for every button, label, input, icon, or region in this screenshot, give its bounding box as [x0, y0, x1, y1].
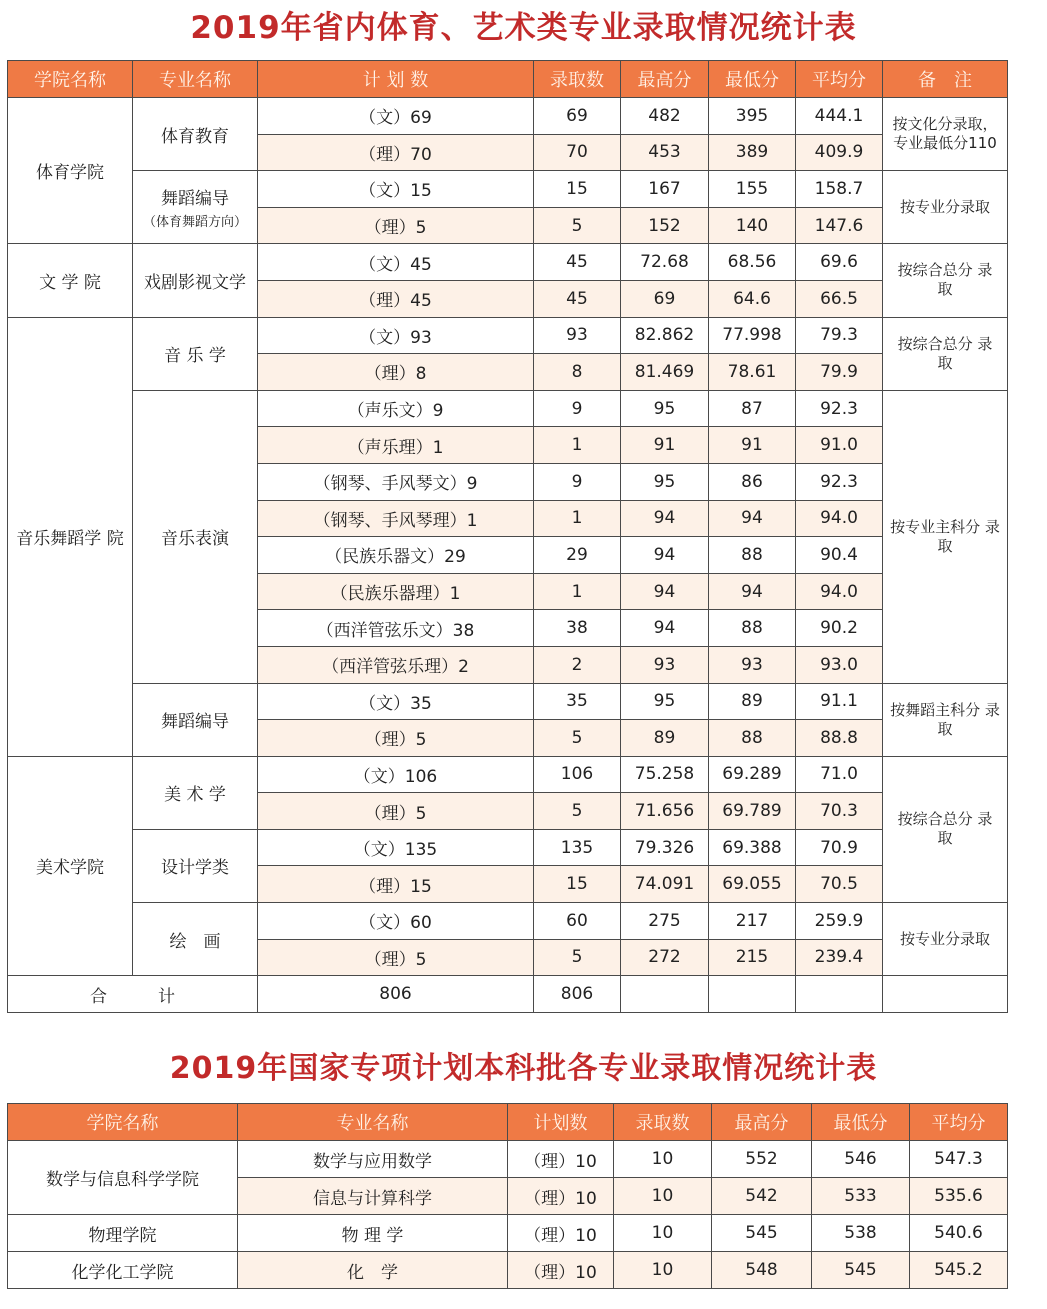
avg-cell: 259.9 [796, 903, 883, 940]
header-min: 最低分 [709, 61, 796, 98]
major-cell [133, 244, 258, 317]
min-cell: 86 [709, 463, 796, 500]
max-cell: 94 [621, 610, 709, 647]
plan-cell: （理）5 [258, 793, 534, 830]
major-name: 戏剧影视文学 [144, 272, 246, 293]
admitted-cell: 135 [534, 829, 621, 866]
major-cell: 数学与应用数学 [238, 1141, 508, 1178]
min-cell: 69.055 [709, 866, 796, 903]
admitted-cell: 1 [534, 500, 621, 537]
empty-cell [883, 976, 1008, 1013]
table-row [8, 903, 1008, 940]
min-cell: 215 [709, 939, 796, 976]
max-cell: 94 [621, 500, 709, 537]
empty-cell [709, 976, 796, 1013]
major-name: 体育教育 [161, 126, 229, 147]
plan-cell: （西洋管弦乐理）2 [258, 646, 534, 683]
max-cell: 79.326 [621, 829, 709, 866]
avg-cell: 88.8 [796, 720, 883, 757]
avg-cell: 66.5 [796, 280, 883, 317]
avg-cell: 444.1 [796, 98, 883, 135]
header-admitted: 录取数 [614, 1104, 712, 1141]
min-cell: 69.789 [709, 793, 796, 830]
min-cell: 88 [709, 610, 796, 647]
avg-cell: 70.9 [796, 829, 883, 866]
plan-cell: （文）35 [258, 683, 534, 720]
plan-cell: （钢琴、手风琴理）1 [258, 500, 534, 537]
major-cell: 化 学 [238, 1252, 508, 1289]
admitted-cell: 10 [614, 1215, 712, 1252]
empty-cell [796, 976, 883, 1013]
major-subtitle: （体育舞蹈方向） [142, 215, 247, 231]
max-cell: 93 [621, 646, 709, 683]
min-cell: 94 [709, 500, 796, 537]
max-cell: 74.091 [621, 866, 709, 903]
plan-cell: （文）45 [258, 244, 534, 281]
min-cell: 155 [709, 171, 796, 208]
plan-cell: （文）135 [258, 829, 534, 866]
table-row [8, 1252, 1008, 1289]
note-cell: 按专业主科分 录 取 [883, 390, 1008, 683]
admitted-cell: 60 [534, 903, 621, 940]
min-cell: 68.56 [709, 244, 796, 281]
table-row [8, 829, 1008, 866]
min-cell: 77.998 [709, 317, 796, 354]
admitted-cell: 45 [534, 280, 621, 317]
major-cell [133, 756, 258, 829]
max-cell: 95 [621, 390, 709, 427]
college-cell: 音乐舞蹈学 院 [8, 317, 133, 756]
major-name: 音乐表演 [161, 529, 229, 550]
note-cell: 按文化分录取，专业最低分110 [883, 98, 1008, 171]
table-row [8, 756, 1008, 793]
table-row [8, 683, 1008, 720]
major-name: 舞蹈编导 [161, 189, 229, 210]
max-cell: 545 [712, 1215, 812, 1252]
plan-cell: （文）15 [258, 171, 534, 208]
avg-cell: 92.3 [796, 390, 883, 427]
admitted-cell: 15 [534, 171, 621, 208]
min-cell: 533 [812, 1178, 910, 1215]
note-cell: 按综合总分 录 取 [883, 317, 1008, 390]
note-cell: 按专业分录取 [883, 171, 1008, 244]
header-max: 最高分 [712, 1104, 812, 1141]
note-cell: 按专业分录取 [883, 903, 1008, 976]
empty-cell [621, 976, 709, 1013]
table-row [8, 1141, 1008, 1178]
avg-cell: 69.6 [796, 244, 883, 281]
table2-header-row [8, 1104, 1008, 1141]
major-name: 音 乐 学 [164, 346, 226, 367]
header-note: 备 注 [883, 61, 1008, 98]
table1-title: 2019年省内体育、艺术类专业录取情况统计表 [190, 10, 857, 46]
plan-cell: （声乐理）1 [258, 427, 534, 464]
admitted-cell: 5 [534, 720, 621, 757]
max-cell: 72.68 [621, 244, 709, 281]
table1-header-row [8, 61, 1008, 98]
plan-cell: （理）10 [508, 1178, 614, 1215]
major-name: 美 术 学 [164, 785, 226, 806]
header-college: 学院名称 [8, 61, 133, 98]
admitted-cell: 15 [534, 866, 621, 903]
table-row [8, 244, 1008, 281]
avg-cell: 147.6 [796, 207, 883, 244]
plan-cell: （西洋管弦乐文）38 [258, 610, 534, 647]
admitted-cell: 5 [534, 207, 621, 244]
avg-cell: 90.4 [796, 537, 883, 574]
admitted-cell: 1 [534, 427, 621, 464]
avg-cell: 92.3 [796, 463, 883, 500]
min-cell: 389 [709, 134, 796, 171]
min-cell: 395 [709, 98, 796, 135]
plan-cell: （理）5 [258, 939, 534, 976]
min-cell: 94 [709, 573, 796, 610]
plan-cell: （理）10 [508, 1252, 614, 1289]
max-cell: 75.258 [621, 756, 709, 793]
special-plan-admission-table [7, 1103, 1008, 1289]
plan-cell: （理）10 [508, 1215, 614, 1252]
header-plan: 计 划 数 [258, 61, 534, 98]
header-avg: 平均分 [910, 1104, 1008, 1141]
avg-cell: 545.2 [910, 1252, 1008, 1289]
header-admitted: 录取数 [534, 61, 621, 98]
admitted-cell: 1 [534, 573, 621, 610]
admitted-cell: 8 [534, 354, 621, 391]
admitted-cell: 5 [534, 793, 621, 830]
table-row [8, 1215, 1008, 1252]
header-plan: 计划数 [508, 1104, 614, 1141]
major-cell [133, 903, 258, 976]
max-cell: 272 [621, 939, 709, 976]
avg-cell: 79.3 [796, 317, 883, 354]
note-cell: 按综合总分 录 取 [883, 756, 1008, 902]
plan-cell: （钢琴、手风琴文）9 [258, 463, 534, 500]
min-cell: 88 [709, 720, 796, 757]
major-cell: 信息与计算科学 [238, 1178, 508, 1215]
plan-cell: （文）69 [258, 98, 534, 135]
table-row [8, 317, 1008, 354]
admitted-cell: 93 [534, 317, 621, 354]
table-row [8, 390, 1008, 427]
avg-cell: 239.4 [796, 939, 883, 976]
admitted-cell: 10 [614, 1252, 712, 1289]
plan-cell: （理）70 [258, 134, 534, 171]
avg-cell: 91.1 [796, 683, 883, 720]
max-cell: 94 [621, 537, 709, 574]
plan-cell: （文）106 [258, 756, 534, 793]
admitted-cell: 10 [614, 1178, 712, 1215]
max-cell: 482 [621, 98, 709, 135]
major-cell [133, 829, 258, 902]
avg-cell: 409.9 [796, 134, 883, 171]
major-name: 设计学类 [161, 858, 229, 879]
max-cell: 94 [621, 573, 709, 610]
plan-cell: （理）5 [258, 207, 534, 244]
admitted-cell: 29 [534, 537, 621, 574]
avg-cell: 70.5 [796, 866, 883, 903]
admitted-cell: 2 [534, 646, 621, 683]
max-cell: 95 [621, 683, 709, 720]
max-cell: 552 [712, 1141, 812, 1178]
plan-cell: （理）15 [258, 866, 534, 903]
admitted-cell: 9 [534, 390, 621, 427]
min-cell: 89 [709, 683, 796, 720]
admitted-cell: 9 [534, 463, 621, 500]
plan-cell: （民族乐器理）1 [258, 573, 534, 610]
avg-cell: 91.0 [796, 427, 883, 464]
avg-cell: 535.6 [910, 1178, 1008, 1215]
min-cell: 546 [812, 1141, 910, 1178]
header-max: 最高分 [621, 61, 709, 98]
min-cell: 545 [812, 1252, 910, 1289]
college-cell: 数学与信息科学学院 [8, 1141, 238, 1215]
max-cell: 275 [621, 903, 709, 940]
max-cell: 152 [621, 207, 709, 244]
avg-cell: 547.3 [910, 1141, 1008, 1178]
min-cell: 217 [709, 903, 796, 940]
admitted-cell: 10 [614, 1141, 712, 1178]
major-cell [133, 98, 258, 171]
major-cell [133, 390, 258, 683]
avg-cell: 90.2 [796, 610, 883, 647]
min-cell: 69.289 [709, 756, 796, 793]
max-cell: 453 [621, 134, 709, 171]
min-cell: 64.6 [709, 280, 796, 317]
plan-cell: （理）5 [258, 720, 534, 757]
total-admitted: 806 [534, 976, 621, 1013]
max-cell: 548 [712, 1252, 812, 1289]
avg-cell: 79.9 [796, 354, 883, 391]
min-cell: 91 [709, 427, 796, 464]
college-cell: 文 学 院 [8, 244, 133, 317]
table-row [8, 98, 1008, 135]
college-cell: 化学化工学院 [8, 1252, 238, 1289]
major-cell [133, 683, 258, 756]
note-cell: 按综合总分 录 取 [883, 244, 1008, 317]
header-college: 学院名称 [8, 1104, 238, 1141]
total-row [8, 976, 1008, 1013]
admitted-cell: 35 [534, 683, 621, 720]
max-cell: 167 [621, 171, 709, 208]
avg-cell: 71.0 [796, 756, 883, 793]
plan-cell: （理）8 [258, 354, 534, 391]
max-cell: 71.656 [621, 793, 709, 830]
avg-cell: 540.6 [910, 1215, 1008, 1252]
plan-cell: （理）45 [258, 280, 534, 317]
avg-cell: 93.0 [796, 646, 883, 683]
admitted-cell: 5 [534, 939, 621, 976]
sports-arts-admission-table [7, 60, 1015, 1013]
admitted-cell: 69 [534, 98, 621, 135]
plan-cell: （民族乐器文）29 [258, 537, 534, 574]
header-avg: 平均分 [796, 61, 883, 98]
table2-title: 2019年国家专项计划本科批各专业录取情况统计表 [169, 1051, 878, 1086]
max-cell: 95 [621, 463, 709, 500]
note-cell: 按舞蹈主科分 录 取 [883, 683, 1008, 756]
admitted-cell: 106 [534, 756, 621, 793]
avg-cell: 94.0 [796, 500, 883, 537]
admitted-cell: 38 [534, 610, 621, 647]
header-major: 专业名称 [238, 1104, 508, 1141]
total-plan: 806 [258, 976, 534, 1013]
college-cell: 物理学院 [8, 1215, 238, 1252]
plan-cell: （文）60 [258, 903, 534, 940]
major-name: 绘 画 [169, 931, 221, 952]
plan-cell: （理）10 [508, 1141, 614, 1178]
college-cell: 体育学院 [8, 98, 133, 244]
min-cell: 88 [709, 537, 796, 574]
avg-cell: 70.3 [796, 793, 883, 830]
major-cell [133, 317, 258, 390]
max-cell: 81.469 [621, 354, 709, 391]
max-cell: 91 [621, 427, 709, 464]
table-row [8, 171, 1008, 208]
plan-cell: （声乐文）9 [258, 390, 534, 427]
header-major: 专业名称 [133, 61, 258, 98]
max-cell: 89 [621, 720, 709, 757]
min-cell: 87 [709, 390, 796, 427]
max-cell: 542 [712, 1178, 812, 1215]
min-cell: 140 [709, 207, 796, 244]
major-name: 舞蹈编导 [161, 712, 229, 733]
major-cell: 物 理 学 [238, 1215, 508, 1252]
min-cell: 78.61 [709, 354, 796, 391]
max-cell: 82.862 [621, 317, 709, 354]
college-cell: 美术学院 [8, 756, 133, 976]
admitted-cell: 70 [534, 134, 621, 171]
major-cell [133, 171, 258, 244]
min-cell: 69.388 [709, 829, 796, 866]
admitted-cell: 45 [534, 244, 621, 281]
min-cell: 538 [812, 1215, 910, 1252]
header-min: 最低分 [812, 1104, 910, 1141]
plan-cell: （文）93 [258, 317, 534, 354]
min-cell: 93 [709, 646, 796, 683]
avg-cell: 94.0 [796, 573, 883, 610]
max-cell: 69 [621, 280, 709, 317]
avg-cell: 158.7 [796, 171, 883, 208]
total-label: 合 计 [8, 976, 258, 1013]
